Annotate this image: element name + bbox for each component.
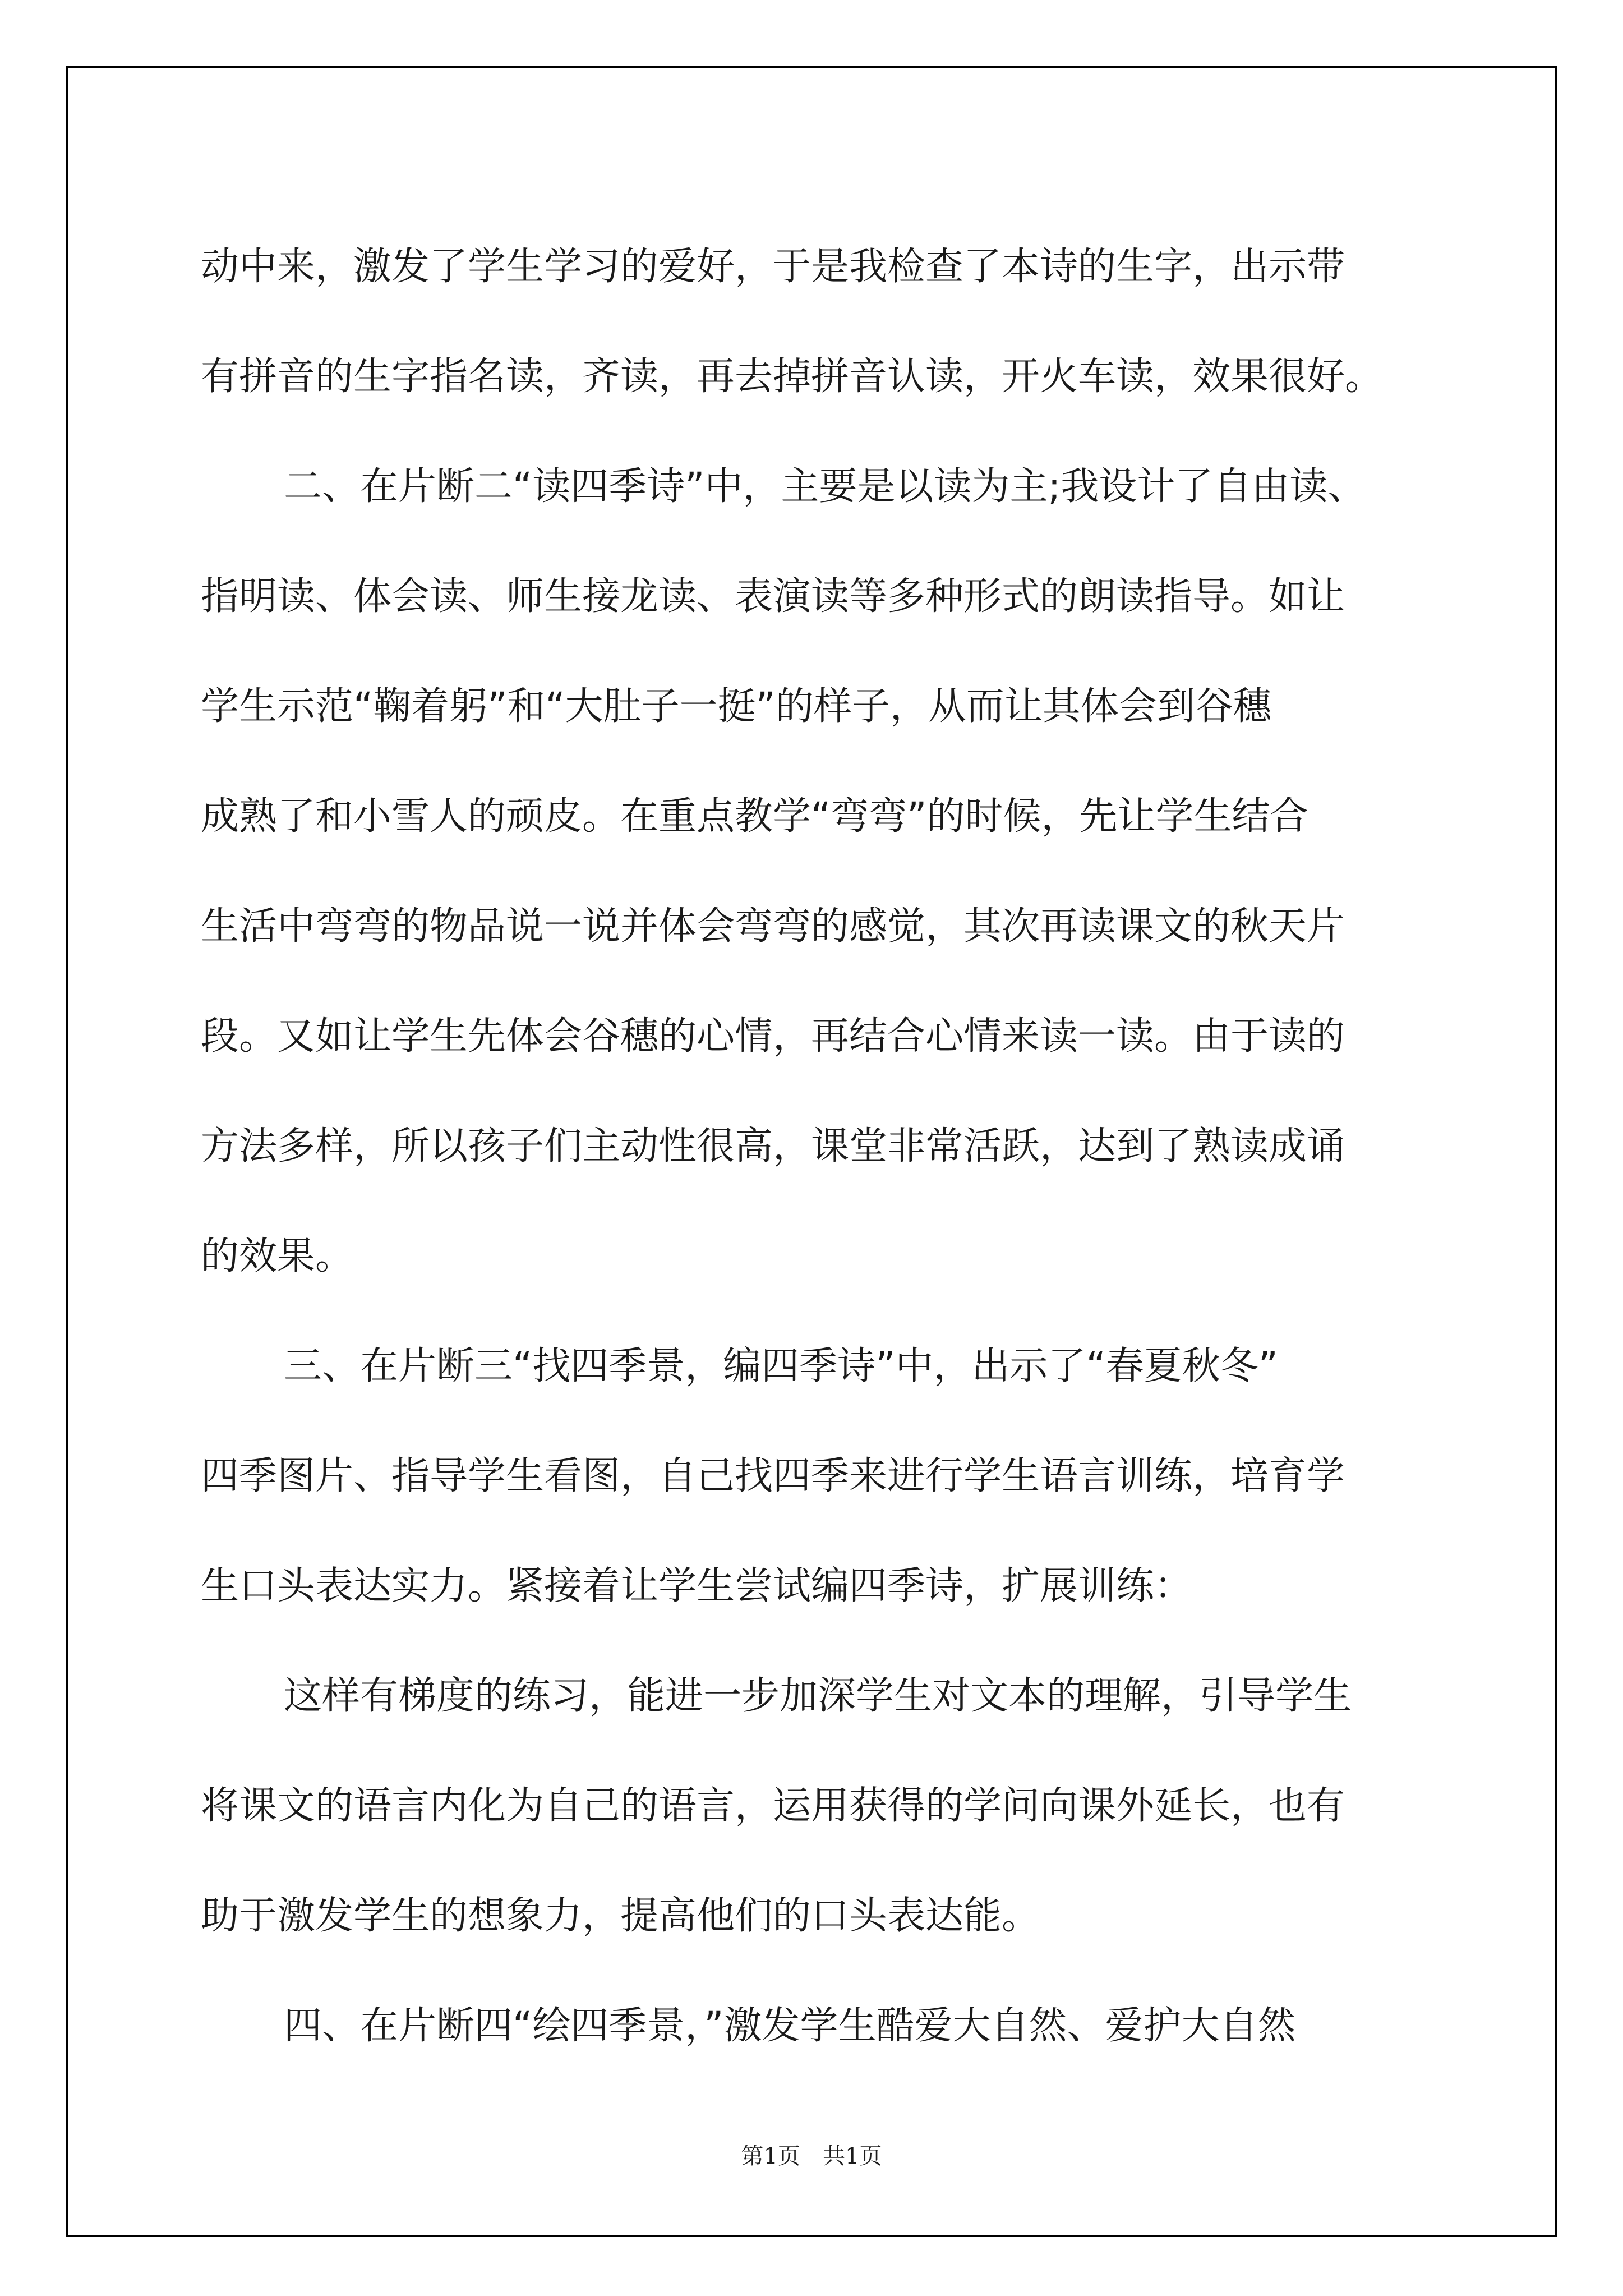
text-line: 的效果。 (201, 1234, 354, 1278)
text-line: 这样有梯度的练习，能进一步加深学生对文本的理解，引导学生 (284, 1674, 1352, 1718)
text-line: 四季图片、指导学生看图，自己找四季来进行学生语言训练，培育学 (201, 1454, 1345, 1498)
text-line: 助于激发学生的想象力，提高他们的口头表达能。 (201, 1894, 1040, 1938)
document-body (201, 212, 1435, 2081)
text-line: 将课文的语言内化为自己的语言，运用获得的学问向课外延长，也有 (201, 1784, 1345, 1828)
text-line: 方法多样，所以孩子们主动性很高，课堂非常活跃，达到了熟读成诵 (201, 1124, 1345, 1168)
text-line: 段。又如让学生先体会谷穗的心情，再结合心情来读一读。由于读的 (201, 1014, 1345, 1059)
text-line: 指明读、体会读、师生接龙读、表演读等多种形式的朗读指导。如让 (201, 574, 1345, 619)
text-line: 学生示范“鞠着躬”和“大肚子一挺”的样子，从而让其体会到谷穗 (201, 684, 1271, 729)
text-line: 生活中弯弯的物品说一说并体会弯弯的感觉，其次再读课文的秋天片 (201, 904, 1345, 949)
page-number-footer: 第1页 共1页 (741, 2143, 882, 2169)
text-line: 四、在片断四“绘四季景，”激发学生酷爱大自然、爱护大自然 (284, 2004, 1296, 2048)
text-line: 动中来，激发了学生学习的爱好，于是我检查了本诗的生字，出示带 (201, 245, 1345, 289)
text-line: 有拼音的生字指名读，齐读，再去掉拼音认读，开火车读，效果很好。 (201, 355, 1384, 399)
text-line: 生口头表达实力。紧接着让学生尝试编四季诗，扩展训练： (201, 1564, 1193, 1608)
text-line: 三、在片断三“找四季景，编四季诗”中，出示了“春夏秋冬” (284, 1344, 1278, 1388)
text-line: 二、在片断二“读四季诗”中，主要是以读为主;我设计了自由读、 (284, 464, 1366, 509)
text-line: 成熟了和小雪人的顽皮。在重点教学“弯弯”的时候，先让学生结合 (201, 794, 1308, 839)
